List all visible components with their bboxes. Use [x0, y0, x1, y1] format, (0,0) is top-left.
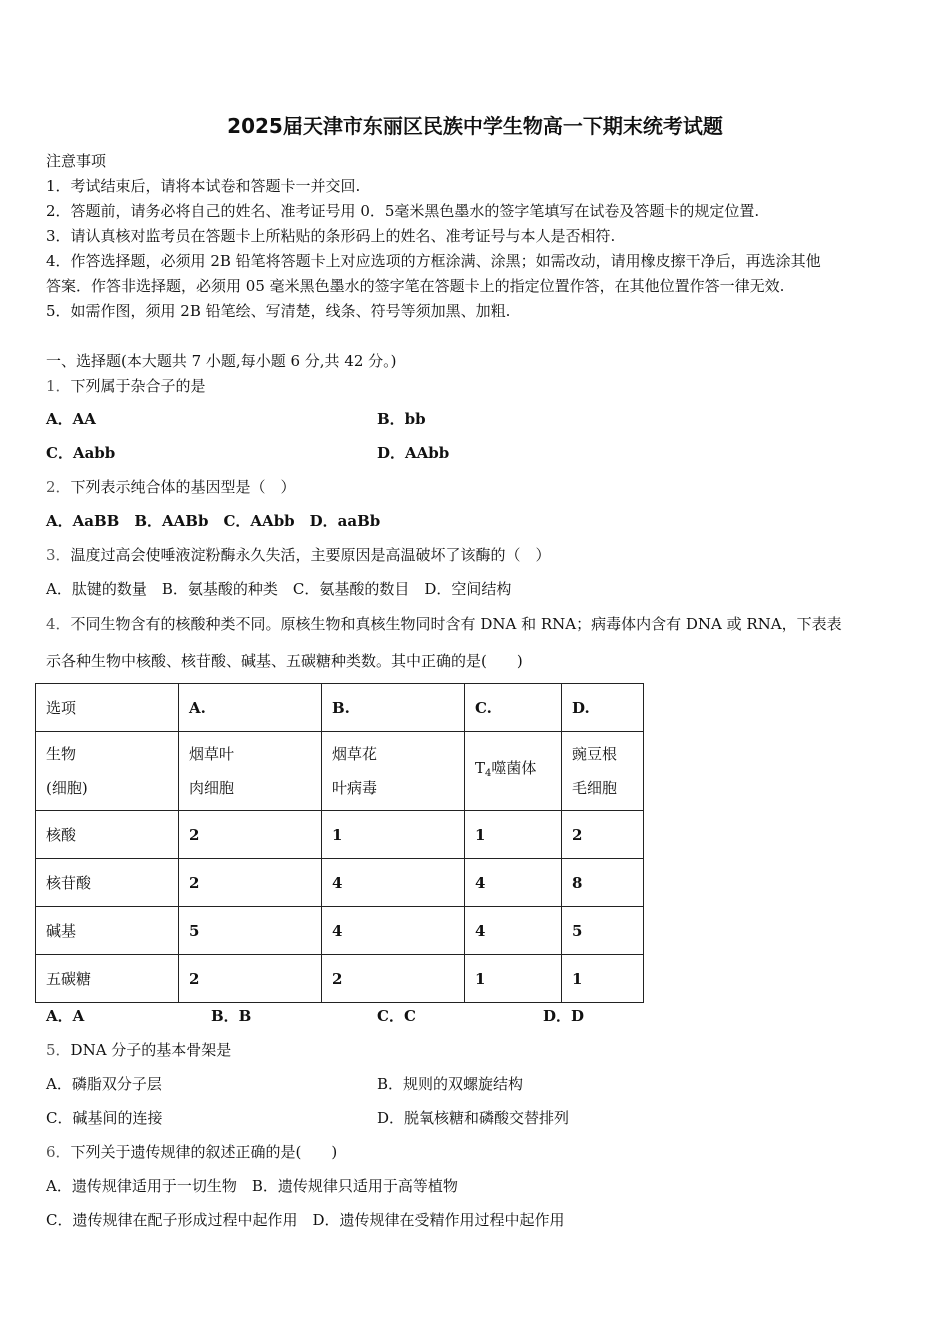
notice-item-1: 1．考试结束后，请将本试卷和答题卡一并交回. [46, 177, 361, 195]
question-4 [46, 614, 842, 634]
table-cell: B. [322, 684, 465, 732]
table-row [36, 811, 644, 859]
cell-text: 噬菌体 [491, 759, 537, 777]
notice-item-4-cont: 答案．作答非选择题，必须用 05 毫米黑色墨水的签字笔在答题卡上的指定位置作答，在其他位置作答一律无效. [46, 277, 785, 295]
q1-option-d: D．AAbb [377, 444, 450, 462]
table-cell: 5 [179, 907, 322, 955]
question-number: 1． [46, 377, 71, 395]
q6-options-line-2: C．遗传规律在配子形成过程中起作用 D．遗传规律在受精作用过程中起作用 [46, 1211, 565, 1229]
table-cell: 2 [179, 859, 322, 907]
table-header-row [36, 684, 644, 732]
table-cell: 碱基 [36, 907, 179, 955]
table-cell [36, 732, 179, 811]
notice-item-2: 2．答题前，请务必将自己的姓名、准考证号用 0．5毫米黑色墨水的签字笔填写在试卷及答题卡的规定位置. [46, 202, 760, 220]
question-number: 2． [46, 478, 71, 496]
q4-option-a: A．A [46, 1007, 85, 1025]
cell-line: 烟草叶 [189, 745, 235, 763]
table-cell: 2 [179, 811, 322, 859]
table-row [36, 859, 644, 907]
question-text: 温度过高会使唾液淀粉酶永久失活，主要原因是高温破坏了该酶的（ ） [70, 546, 551, 564]
table-cell [322, 732, 465, 811]
question-number: 3． [46, 546, 71, 564]
notice-item-3: 3．请认真核对监考员在答题卡上所粘贴的条形码上的姓名、准考证号与本人是否相符. [46, 227, 616, 245]
table-cell: 1 [465, 955, 562, 1003]
notice-item-5: 5．如需作图，须用 2B 铅笔绘、写清楚，线条、符号等须加黑、加粗. [46, 302, 511, 320]
question-text: 下列关于遗传规律的叙述正确的是( ) [70, 1143, 338, 1161]
table-cell: 核苷酸 [36, 859, 179, 907]
table-cell: 4 [322, 907, 465, 955]
table-cell: 4 [465, 859, 562, 907]
q6-options-line-1: A．遗传规律适用于一切生物 B．遗传规律只适用于高等植物 [46, 1177, 458, 1195]
table-cell [179, 732, 322, 811]
q3-options: A．肽键的数量 B．氨基酸的种类 C．氨基酸的数目 D．空间结构 [46, 580, 512, 598]
question-1 [46, 376, 206, 396]
table-cell: 4 [465, 907, 562, 955]
q1-option-c: C．Aabb [46, 444, 116, 462]
page-title: 2025届天津市东丽区民族中学生物高一下期末统考试题 [227, 114, 723, 138]
nucleic-acid-table [35, 683, 644, 1003]
question-text: 下列属于杂合子的是 [70, 377, 206, 395]
table-row [36, 955, 644, 1003]
table-cell: 五碳糖 [36, 955, 179, 1003]
question-number: 6． [46, 1143, 71, 1161]
table-cell: 2 [322, 955, 465, 1003]
table-cell: 8 [562, 859, 644, 907]
q2-options: A．AaBB B．AABb C．AAbb D．aaBb [46, 512, 381, 530]
question-5 [46, 1040, 231, 1060]
table-cell: 5 [562, 907, 644, 955]
cell-line: (细胞) [46, 779, 88, 797]
q4-option-c: C．C [377, 1007, 416, 1025]
q5-option-a: A．磷脂双分子层 [46, 1075, 162, 1093]
cell-line: 生物 [46, 745, 77, 763]
cell-line: 肉细胞 [189, 779, 235, 797]
table-cell [465, 732, 562, 811]
question-3 [46, 545, 551, 565]
question-6 [46, 1142, 337, 1162]
question-text: DNA 分子的基本骨架是 [70, 1041, 232, 1059]
table-cell: A. [179, 684, 322, 732]
q4-option-b: B．B [211, 1007, 252, 1025]
q4-option-d: D．D [543, 1007, 585, 1025]
table-row [36, 732, 644, 811]
table-cell: 2 [562, 811, 644, 859]
table-cell: 4 [322, 859, 465, 907]
cell-line: 毛细胞 [572, 779, 618, 797]
cell-line: 叶病毒 [332, 779, 378, 797]
question-4-cont: 示各种生物中核酸、核苷酸、碱基、五碳糖种类数。其中正确的是( ) [46, 652, 523, 670]
q1-option-a: A．AA [46, 410, 96, 428]
question-number: 4． [46, 615, 71, 633]
table-cell: 1 [465, 811, 562, 859]
table-cell [562, 732, 644, 811]
table-cell: 1 [562, 955, 644, 1003]
q5-option-d: D．脱氧核糖和磷酸交替排列 [377, 1109, 570, 1127]
table-cell: 选项 [36, 684, 179, 732]
notice-item-4: 4．作答选择题，必须用 2B 铅笔将答题卡上对应选项的方框涂满、涂黑；如需改动，请用橡皮擦干净后，再选涂其他 [46, 252, 821, 270]
table-cell: 2 [179, 955, 322, 1003]
question-text: 下列表示纯合体的基因型是（ ） [70, 478, 296, 496]
subscript: 4 [485, 768, 492, 779]
question-2 [46, 477, 296, 497]
table-row [36, 907, 644, 955]
question-text: 不同生物含有的核酸种类不同。原核生物和真核生物同时含有 DNA 和 RNA；病毒体内含有 DNA 或 RNA，下表表 [70, 615, 842, 633]
cell-line: 烟草花 [332, 745, 378, 763]
q5-option-b: B．规则的双螺旋结构 [377, 1075, 524, 1093]
notice-heading: 注意事项 [46, 152, 107, 170]
table-cell: 核酸 [36, 811, 179, 859]
table-cell: C. [465, 684, 562, 732]
table-cell: 1 [322, 811, 465, 859]
q1-option-b: B．bb [377, 410, 426, 428]
table-cell: D. [562, 684, 644, 732]
cell-text: T [475, 759, 486, 777]
section-heading: 一、选择题(本大题共 7 小题,每小题 6 分,共 42 分。) [46, 352, 397, 370]
question-number: 5． [46, 1041, 71, 1059]
cell-line: 豌豆根 [572, 745, 618, 763]
q5-option-c: C．碱基间的连接 [46, 1109, 163, 1127]
